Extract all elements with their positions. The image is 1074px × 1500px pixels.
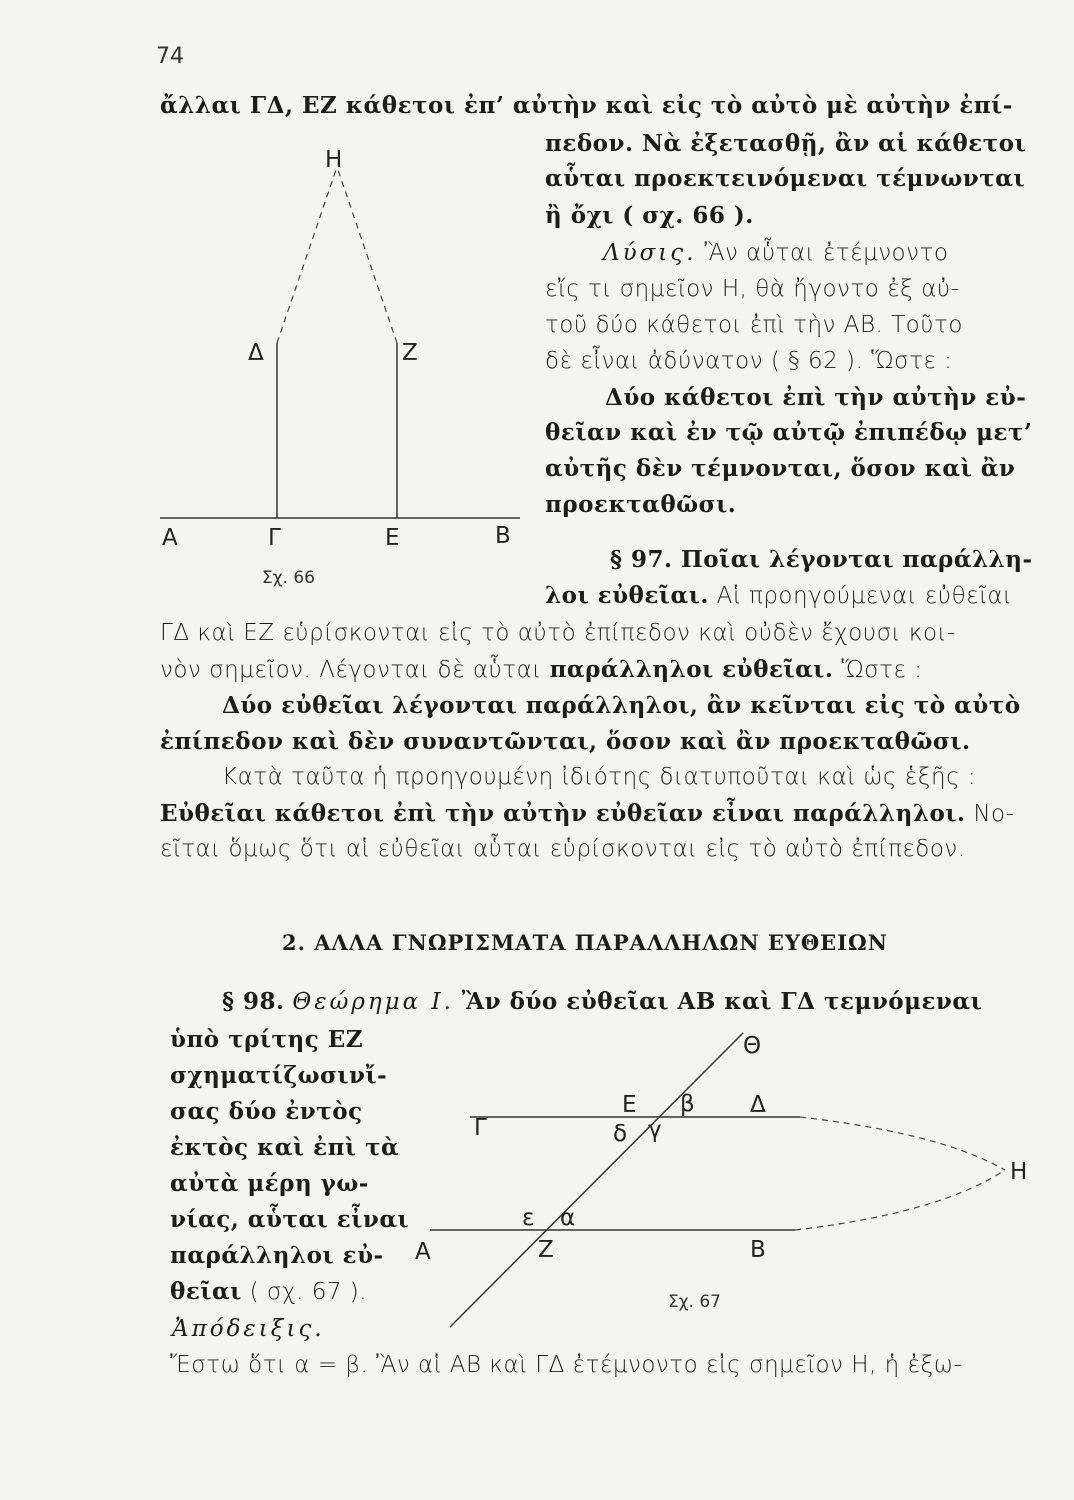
intro-line-3: αὗται προεκτεινόμεναι τέμνωνται: [545, 165, 1026, 192]
label-A: Α: [415, 1239, 431, 1265]
section-97-line-3a: νὸν σημεῖον. Λέγονται δὲ αὗται: [160, 657, 542, 683]
definition-line-1: Δύο εὐθεῖαι λέγονται παράλληλοι, ἂν κεῖνται εἰς τὸ αὐτὸ: [222, 692, 1021, 719]
section-97-line-1: [545, 582, 1012, 609]
label-E: Ε: [622, 1092, 637, 1118]
section-97-line-3b: παράλληλοι εὐθεῖαι.: [549, 656, 834, 683]
theorem-column-line-8: [170, 1278, 367, 1305]
intro-line-6: εἴς τι σημεῖον Η, θὰ ἤγοντο ἐξ αὐ-: [545, 276, 960, 302]
theorem-column-line-3: σας δύο ἐντὸς: [170, 1098, 363, 1125]
proof-label: Ἀπόδειξις.: [172, 1316, 325, 1342]
transversal-EZ: [450, 1033, 743, 1327]
intro-line-8: δὲ εἶναι ἀδύνατον ( § 62 ). Ὥστε :: [545, 348, 953, 374]
theorem-column-line-6: νίας, αὗται εἶναι: [170, 1206, 410, 1233]
section-98-last-line: Ἔστω ὅτι α = β. Ἂν αἱ ΑΒ καὶ ΓΔ ἐτέμνοντο εἰς σημεῖον Η, ἡ ἐξω-: [170, 1352, 963, 1378]
label-alpha: α: [560, 1205, 576, 1231]
definition-line-2: ἐπίπεδον καὶ δὲν συναντῶνται, ὅσον καὶ ἂν προεκταθῶσι.: [160, 728, 971, 755]
extension-B-H: [795, 1170, 1005, 1230]
section-97-line-1-text: Αἱ προηγούμεναι εὐθεῖαι: [716, 583, 1013, 609]
intro-line-5: [603, 240, 948, 266]
label-E: Ε: [385, 525, 400, 551]
section-97-line-3c: Ὥστε :: [841, 657, 923, 683]
rule-line-2: θεῖαν καὶ ἐν τῷ αὐτῷ ἐπιπέδῳ μετ’: [545, 419, 1033, 446]
label-Z: Ζ: [402, 340, 418, 366]
intro-line-2: πεδον. Νὰ ἐξετασθῇ, ἂν αἱ κάθετοι: [545, 130, 1027, 157]
label-G: Γ: [474, 1115, 487, 1141]
section-98-number: § 98.: [222, 988, 285, 1015]
intro-line-1: ἄλλαι ΓΔ, ΕΖ κάθετοι ἐπ’ αὐτὴν καὶ εἰς τὸ αὐτὸ μὲ αὐτὴν ἐπί-: [160, 92, 1013, 119]
section-2-heading: 2. ΑΛΛΑ ΓΝΩΡΙΣΜΑΤΑ ΠΑΡΑΛΛΗΛΩΝ ΕΥΘΕΙΩΝ: [282, 930, 888, 955]
theorem-column-line-7: παράλληλοι εὐ-: [170, 1242, 384, 1269]
figure-66-caption: Σχ. 66: [262, 568, 316, 588]
intro-line-5-text: Ἂν αὗται ἐτέμνοντο: [704, 240, 949, 266]
section-98-line-1-text: Ἂν δύο εὐθεῖαι ΑΒ καὶ ΓΔ τεμνόμεναι: [461, 988, 983, 1015]
extension-Z-H: [337, 167, 397, 343]
intro-line-4: ἢ ὄχι ( σχ. 66 ).: [545, 202, 754, 229]
label-H: Η: [1010, 1159, 1028, 1185]
figure-66: [150, 135, 530, 605]
section-97-line-4: Κατὰ ταῦτα ἡ προηγουμένη ἰδιότης διατυποῦται καὶ ὡς ἑξῆς :: [222, 764, 977, 790]
section-98-line-1: [222, 988, 982, 1015]
label-delta: δ: [613, 1121, 628, 1147]
theorem-label: Θεώρημα Ι.: [292, 989, 454, 1015]
extension-D-H: [277, 167, 337, 343]
section-97-line-6: εῖται ὅμως ὅτι αἱ εὐθεῖαι αὗται εὑρίσκονται εἰς τὸ αὐτὸ ἐπίπεδον.: [160, 836, 966, 862]
theorem-column-line-4: ἐκτὸς καὶ ἐπὶ τὰ: [170, 1134, 400, 1161]
label-D: Δ: [248, 340, 264, 366]
theorem-column-line-8a: θεῖαι: [170, 1278, 242, 1305]
label-B: Β: [495, 523, 511, 549]
solution-label: Λύσις.: [603, 240, 697, 266]
theorem-column-line-1: ὑπὸ τρίτης ΕΖ: [170, 1026, 364, 1053]
label-epsilon: ε: [522, 1205, 535, 1231]
theorem-column-line-8b: ( σχ. 67 ).: [249, 1279, 368, 1305]
label-G: Γ: [268, 525, 281, 551]
label-Z: Ζ: [538, 1237, 554, 1263]
page-number: 74: [156, 44, 184, 69]
label-beta: β: [680, 1091, 695, 1117]
extension-D-H: [800, 1117, 1005, 1170]
label-gamma: γ: [648, 1117, 662, 1143]
label-Th: Θ: [743, 1033, 762, 1059]
section-97-title-line-2: λοι εὐθεῖαι.: [545, 582, 709, 609]
rule-line-1: Δύο κάθετοι ἐπὶ τὴν αὐτὴν εὐ-: [605, 384, 1027, 411]
intro-line-7: τοῦ δύο κάθετοι ἐπὶ τὴν ΑΒ. Τοῦτο: [545, 312, 963, 338]
section-97-line-5a: Εὐθεῖαι κάθετοι ἐπὶ τὴν αὐτὴν εὐθεῖαν εἶναι παράλληλοι.: [160, 800, 966, 827]
section-97-title-line-1: § 97. Ποῖαι λέγονται παράλλη-: [610, 546, 1033, 573]
section-97-line-3: [160, 656, 923, 683]
rule-line-3: αὐτῆς δὲν τέμνονται, ὅσον καὶ ἂν: [545, 455, 1016, 482]
rule-line-4: προεκταθῶσι.: [545, 491, 737, 518]
label-D: Δ: [750, 1092, 766, 1118]
theorem-column-line-5: αὐτὰ μέρη γω-: [170, 1170, 369, 1197]
label-A: Α: [162, 525, 178, 551]
label-B: Β: [750, 1237, 766, 1263]
theorem-column-line-2: σχηματίζωσινἴ-: [170, 1062, 388, 1089]
section-97-line-5b: Νο-: [973, 801, 1015, 827]
section-97-line-2: ΓΔ καὶ ΕΖ εὑρίσκονται εἰς τὸ αὐτὸ ἐπίπεδον καὶ οὐδὲν ἔχουσι κοι-: [160, 620, 956, 646]
label-H: Η: [325, 147, 343, 173]
section-97-line-5: [160, 800, 1014, 827]
figure-67-caption: Σχ. 67: [668, 1292, 722, 1312]
figure-67: [410, 1015, 1040, 1335]
